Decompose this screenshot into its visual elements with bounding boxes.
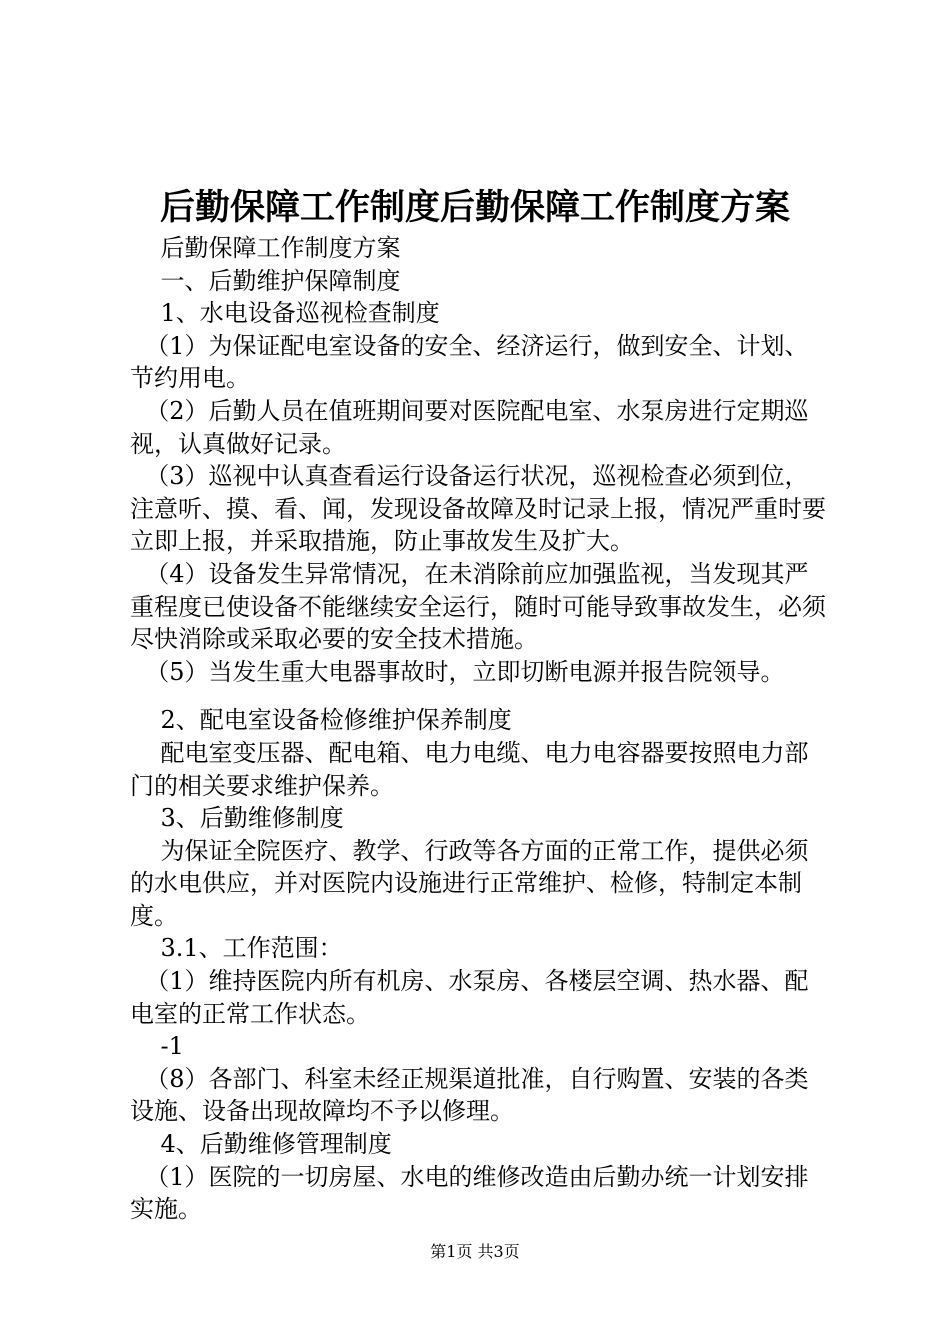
- paragraph-plan-heading: 后勤保障工作制度方案: [130, 234, 401, 262]
- paragraph-subsection-3-body: 为保证全院医疗、教学、行政等各方面的正常工作，提供必须的水电供应，并对医院内设施进行正常维护、检修，特制定本制度。: [130, 836, 809, 930]
- paragraph-item-1: （1）为保证配电室设备的安全、经济运行，做到安全、计划、节约用电。: [130, 331, 809, 393]
- document-title: 后勤保障工作制度后勤保障工作制度方案: [159, 187, 790, 228]
- paragraph-item-3: （3）巡视中认真查看运行设备运行状况，巡视检查必须到位，注意听、摸、看、闻，发现设备故障及时记录上报，情况严重时要立即上报，并采取措施，防止事故发生及扩大。: [130, 462, 826, 556]
- paragraph-subsection-2-body: 配电室变压器、配电箱、电力电缆、电力电容器要按照电力部门的相关要求维护保养。: [130, 738, 809, 800]
- paragraph-scope-item-8: （8）各部门、科室未经正规渠道批准，自行购置、安装的各类设施、设备出现故障均不予以修理。: [130, 1064, 809, 1126]
- paragraph-section-1-heading: 一、后勤维护保障制度: [130, 266, 401, 295]
- paragraph-item-4: （4）设备发生异常情况，在未消除前应加强监视，当发现其严重程度已使设备不能继续安全运行，随时可能导致事故发生，必须尽快消除或采取必要的安全技术措施。: [130, 559, 826, 654]
- paragraph-subsection-1-heading: 1、水电设备巡视检查制度: [130, 299, 440, 328]
- paragraph-page-marker: -1: [130, 1032, 184, 1061]
- paragraph-subsection-4-heading: 4、后勤维修管理制度: [130, 1130, 392, 1159]
- paragraph-subsection-4-item-1: （1）医院的一切房屋、水电的维修改造由后勤办统一计划安排实施。: [130, 1162, 809, 1224]
- paragraph-item-2: （2）后勤人员在值班期间要对医院配电室、水泵房进行定期巡视，认真做好记录。: [130, 396, 809, 458]
- paragraph-subsection-3-heading: 3、后勤维修制度: [130, 804, 344, 833]
- paragraph-scope-heading: 3.1、工作范围：: [130, 934, 343, 963]
- paragraph-gap: [130, 688, 830, 704]
- paragraph-scope-item-1: （1）维持医院内所有机房、水泵房、各楼层空调、热水器、配电室的正常工作状态。: [130, 967, 809, 1028]
- page-footer: 第1页 共3页: [430, 1242, 520, 1261]
- document-body: [130, 232, 830, 1226]
- paragraph-item-5: （5）当发生重大电器事故时，立即切断电源并报告院领导。: [130, 657, 785, 686]
- paragraph-subsection-2-heading: 2、配电室设备检修维护保养制度: [130, 706, 512, 735]
